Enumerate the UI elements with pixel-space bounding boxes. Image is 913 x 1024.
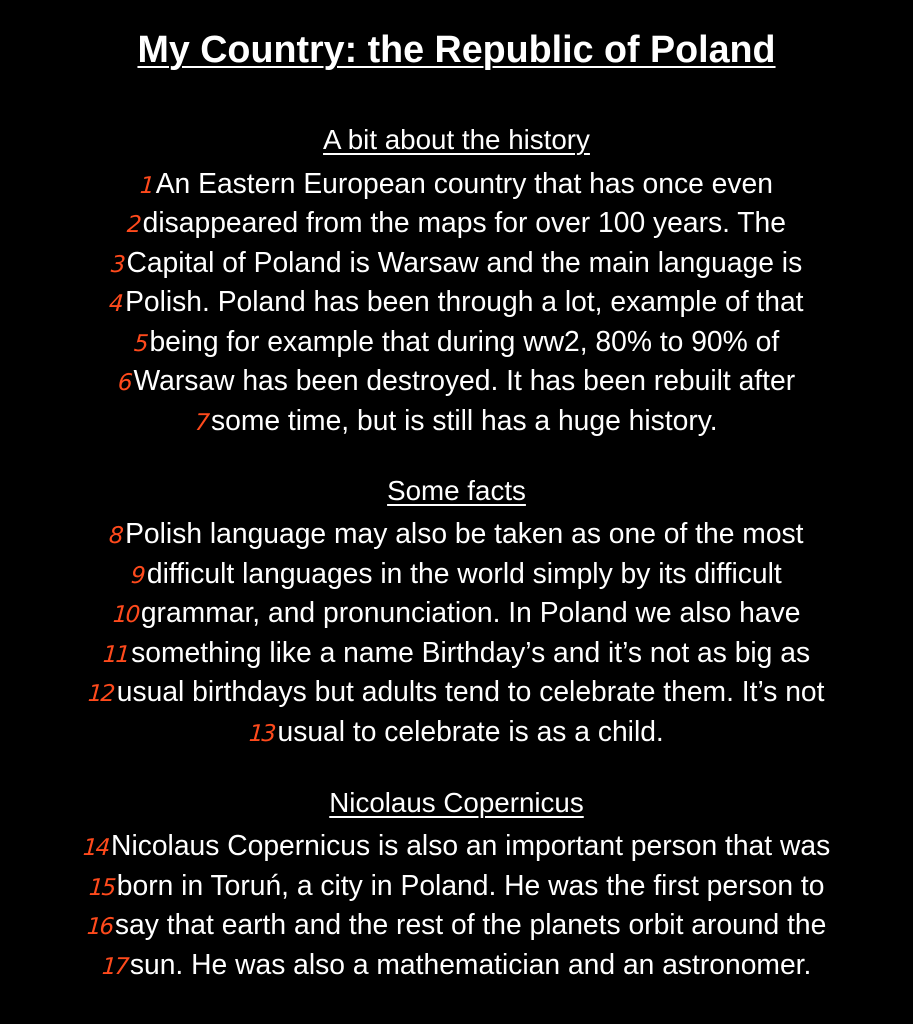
line-number: 5: [132, 331, 148, 357]
section-heading-history: A bit about the history: [323, 124, 590, 155]
line-text: Nicolaus Copernicus is also an important person that was: [111, 829, 831, 861]
line-text: An Eastern European country that has once even: [155, 167, 773, 199]
line-number: 9: [130, 563, 145, 589]
line-number: 13: [248, 721, 276, 747]
text-line: [0, 202, 913, 242]
text-line: [0, 711, 913, 751]
text-line: [0, 553, 913, 593]
line-number: 15: [87, 875, 115, 901]
text-line: [0, 163, 913, 203]
line-text: disappeared from the maps for over 100 years. The: [142, 206, 786, 238]
line-number: 3: [109, 252, 125, 278]
line-text: grammar, and pronunciation. In Poland we also have: [140, 596, 801, 628]
line-number: 1: [139, 173, 154, 199]
line-number: 14: [81, 835, 109, 861]
line-number: 2: [126, 212, 141, 238]
line-text: difficult languages in the world simply by its difficult: [146, 557, 782, 589]
text-line: [0, 360, 913, 400]
line-text: some time, but is still has a huge history.: [211, 404, 718, 436]
text-line: [0, 592, 913, 632]
line-number: 12: [87, 681, 115, 707]
text-line: [0, 865, 913, 905]
line-number: 17: [100, 954, 128, 980]
text-line: [0, 400, 913, 440]
line-number: 4: [108, 291, 123, 317]
text-line: [0, 242, 913, 282]
text-line: [0, 281, 913, 321]
page-title: My Country: the Republic of Poland: [137, 28, 776, 70]
line-text: usual birthdays but adults tend to celebrate them. It’s not: [116, 675, 825, 707]
line-number: 16: [85, 914, 113, 940]
line-text: sun. He was also a mathematician and an astronomer.: [129, 948, 812, 980]
line-number: 10: [111, 602, 139, 628]
text-line: [0, 321, 913, 361]
line-number: 11: [101, 642, 130, 668]
section-heading-copernicus: Nicolaus Copernicus: [329, 787, 584, 818]
line-text: born in Toruń, a city in Poland. He was the first person to: [116, 869, 825, 901]
text-line: [0, 944, 913, 984]
line-text: usual to celebrate is as a child.: [277, 715, 664, 747]
line-text: say that earth and the rest of the planets orbit around the: [114, 908, 827, 940]
text-line: [0, 513, 913, 553]
line-text: being for example that during ww2, 80% to 90% of: [149, 325, 780, 357]
line-text: Capital of Poland is Warsaw and the main language is: [126, 246, 803, 278]
line-text: Polish language may also be taken as one of the most: [125, 517, 804, 549]
section-heading-facts: Some facts: [387, 475, 526, 506]
text-line: [0, 904, 913, 944]
line-text: Polish. Poland has been through a lot, example of that: [125, 285, 804, 317]
text-line: [0, 671, 913, 711]
text-line: [0, 825, 913, 865]
line-number: 8: [108, 523, 124, 549]
line-number: 6: [116, 370, 132, 396]
line-text: Warsaw has been destroyed. It has been rebuilt after: [133, 364, 796, 396]
text-line: [0, 632, 913, 672]
line-text: something like a name Birthday’s and it’s not as big as: [131, 636, 811, 668]
line-number: 7: [194, 410, 209, 436]
